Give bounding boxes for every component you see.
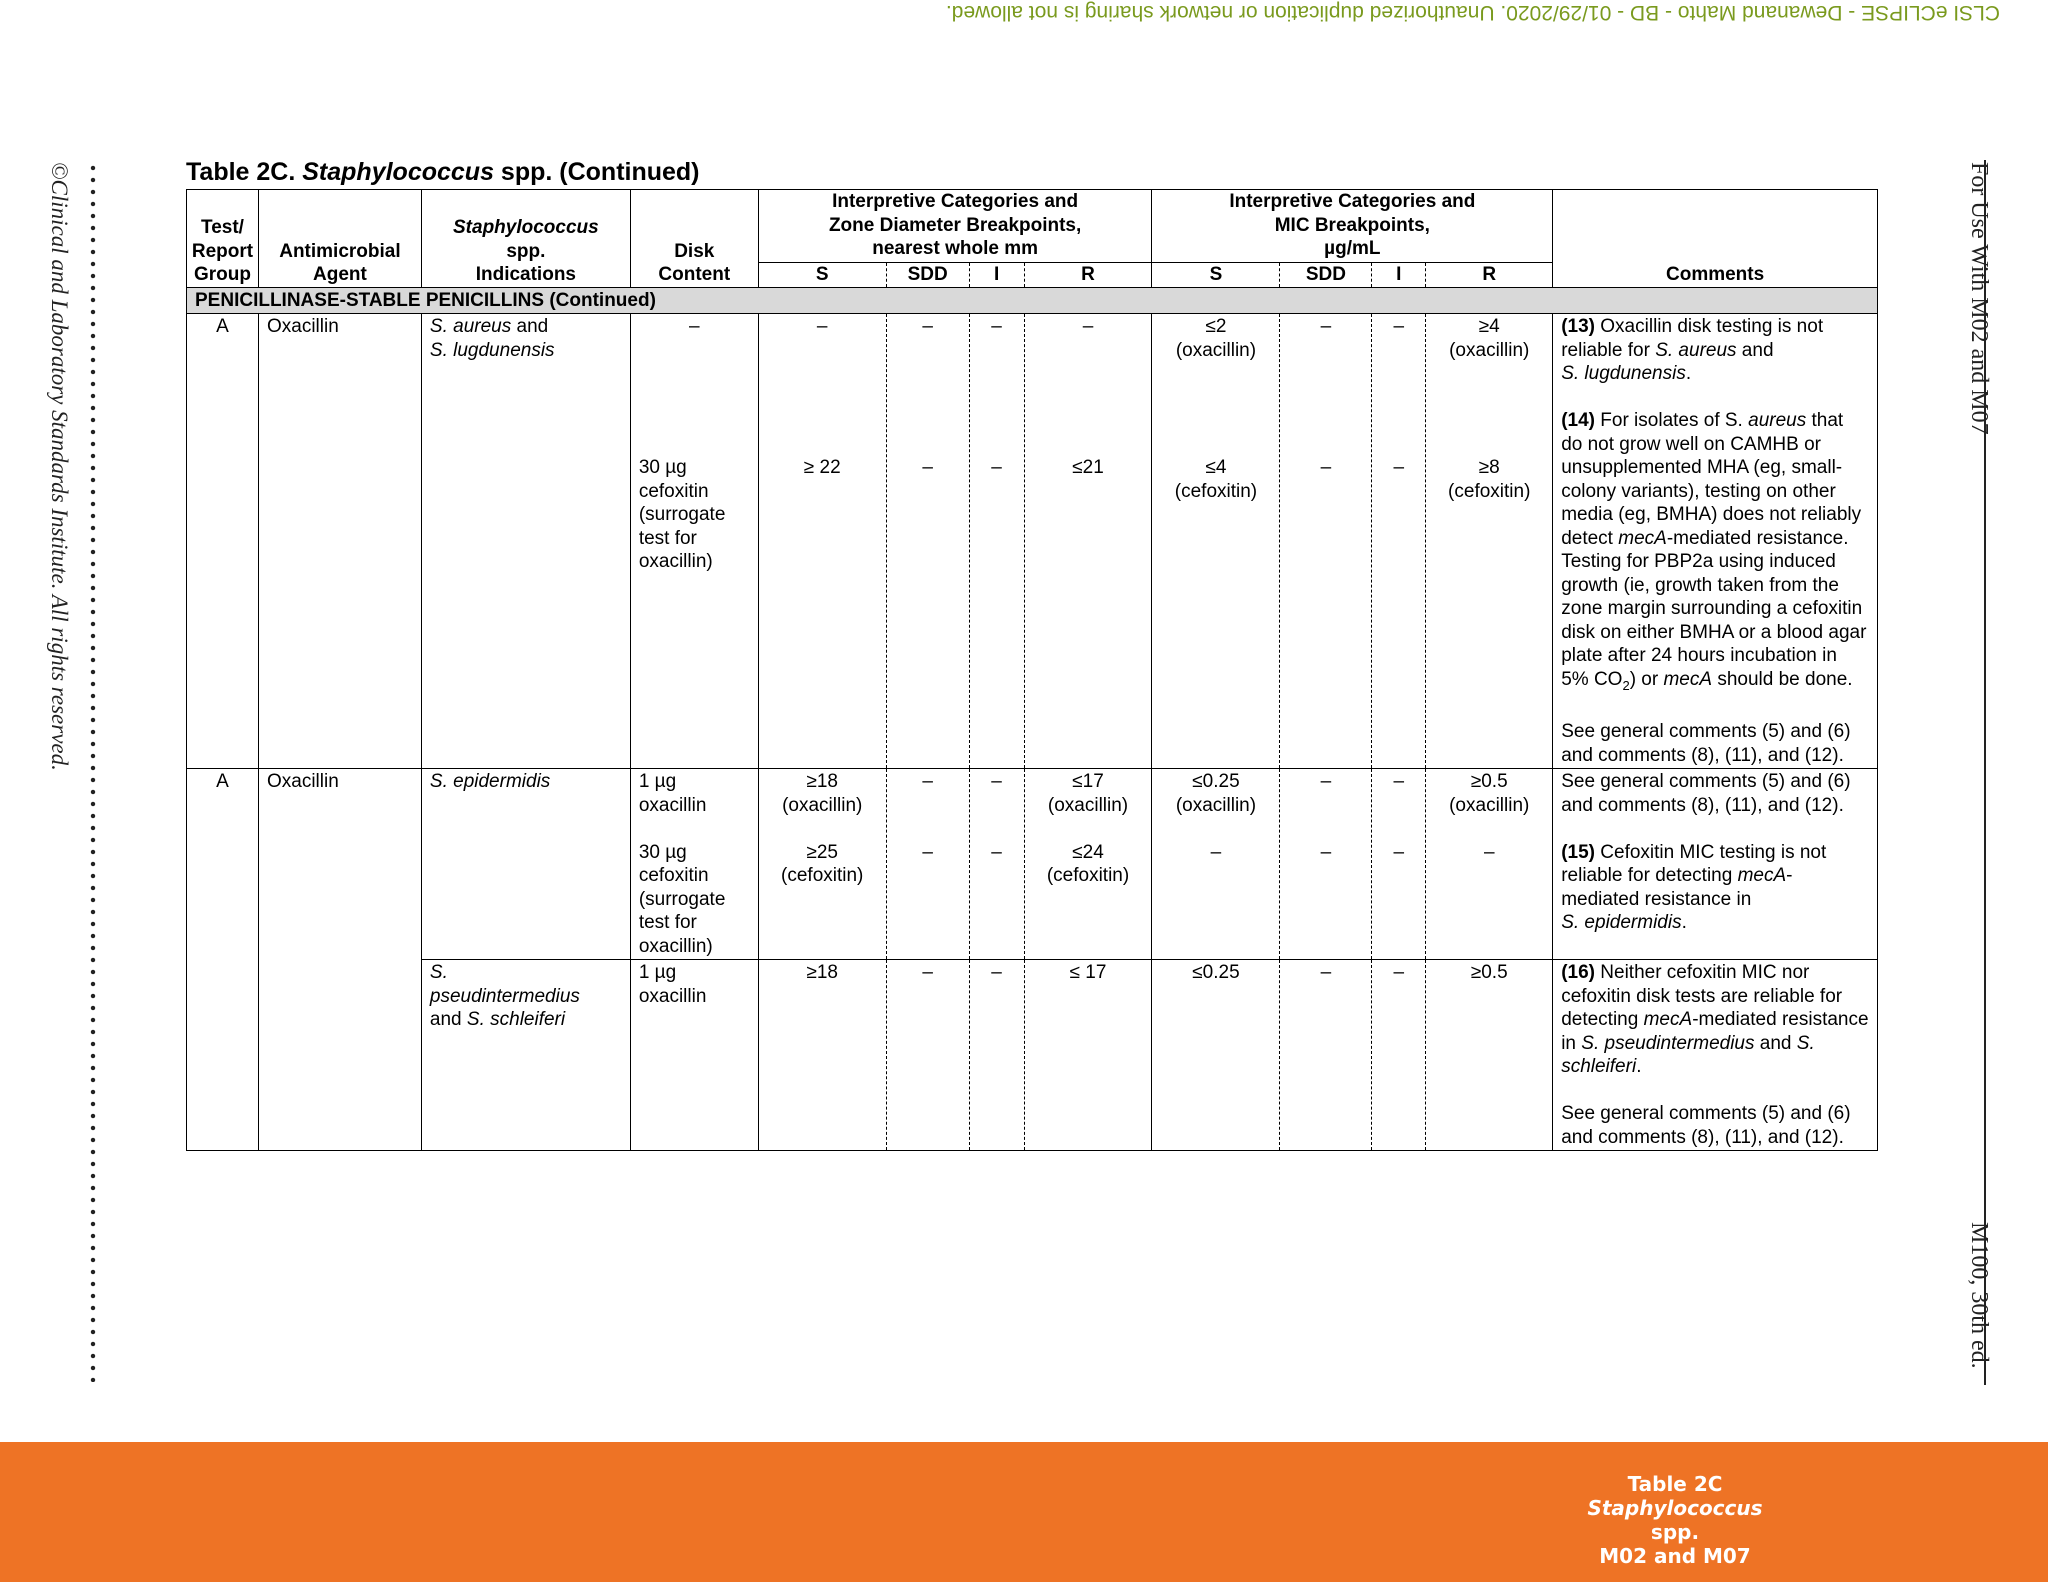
header-disk-content: Disk Content: [630, 190, 758, 288]
mic-r-cell: ≥0.5: [1426, 960, 1553, 1151]
header-comments: Comments: [1553, 190, 1878, 288]
header-zone-i: I: [969, 263, 1024, 288]
footer-line-2: Staphylococcus spp.: [1587, 1496, 1763, 1544]
header-zone-s: S: [758, 263, 886, 288]
title-suffix: spp. (Continued): [493, 158, 700, 186]
header-row-1: [187, 190, 1878, 263]
header-mic-group: Interpretive Categories and MIC Breakpoints, µg/mL: [1152, 190, 1553, 263]
dotted-rule: [90, 162, 96, 1382]
mic-s-cell: ≤0.25: [1152, 960, 1280, 1151]
zone-s-cell: ≥18: [758, 960, 886, 1151]
header-indications: Staphylococcus spp. Indications: [421, 190, 630, 288]
disk-content-cell: 1 µg oxacillin 30 µg cefoxitin (surrogate test for oxacillin): [630, 769, 758, 960]
zone-i-cell: – –: [969, 314, 1024, 769]
zone-s-cell: – ≥ 22: [758, 314, 886, 769]
mic-r-cell: ≥0.5 (oxacillin) –: [1426, 769, 1553, 960]
zone-i-cell: – –: [969, 769, 1024, 960]
group-cell: A: [187, 314, 259, 769]
mic-s-cell: ≤0.25 (oxacillin) –: [1152, 769, 1280, 960]
zone-r-cell: – ≤21: [1024, 314, 1152, 769]
header-zone-r: R: [1024, 263, 1152, 288]
header-mic-i: I: [1372, 263, 1426, 288]
zone-i-cell: –: [969, 960, 1024, 1151]
indications-cell: S. pseudintermedius and S. schleiferi: [421, 960, 630, 1151]
header-mic-s: S: [1152, 263, 1280, 288]
header-antimicrobial-agent: Antimicrobial Agent: [258, 190, 421, 288]
mic-i-cell: – –: [1372, 314, 1426, 769]
comments-cell: (13) Oxacillin disk testing is not reliable for S. aureus and S. lugdunensis. (14) For isolates of S. aureus that do not grow well on CAMHB or unsupplemented MHA (eg, small-colony variants), testing on other media (eg, BMHA) does not reliably detect mecA-mediated resistance. Testing for PBP2a using induced growth (ie, growth taken from the zone margin surrounding a cefoxitin disk on either BMHA or a blood agar plate after 24 hours incubation in 5% $CO_2$) or mecA should be done. See general comments (5) and (6) and comments (8), (11), and (12).: [1553, 314, 1878, 769]
header-mic-sdd: SDD: [1280, 263, 1372, 288]
copyright-text: ©Clinical and Laboratory Standards Institute. All rights reserved.: [47, 162, 72, 771]
mic-sdd-cell: – –: [1280, 769, 1372, 960]
zone-s-cell: ≥18 (oxacillin) ≥25 (cefoxitin): [758, 769, 886, 960]
agent-cell: Oxacillin: [258, 769, 421, 1151]
header-test-report-group: Test/ Report Group: [187, 190, 259, 288]
watermark-text: CLSI eCLIPSE - Dewanand Mahto - BD - 01/29/2020. Unauthorized duplication or network sharing is not allowed.: [945, 1, 2000, 24]
zone-sdd-cell: –: [886, 960, 969, 1151]
header-zone-sdd: SDD: [886, 263, 969, 288]
header-mic-r: R: [1426, 263, 1553, 288]
table-row: [187, 960, 1878, 1151]
footer-line-3: M02 and M07: [1599, 1544, 1751, 1568]
table-title: [186, 158, 700, 187]
footer-label: [1570, 1472, 1780, 1568]
mic-sdd-cell: –: [1280, 960, 1372, 1151]
group-cell: A: [187, 769, 259, 1151]
zone-r-cell: ≤17 (oxacillin) ≤24 (cefoxitin): [1024, 769, 1152, 960]
right-margin-bottom-text: M100, 30th ed.: [1966, 1222, 1992, 1369]
zone-r-cell: ≤ 17: [1024, 960, 1152, 1151]
comments-cell: See general comments (5) and (6) and comments (8), (11), and (12). (15) Cefoxitin MIC testing is not reliable for detecting mecA-mediated resistance in S. epidermidis.: [1553, 769, 1878, 960]
right-margin: [1950, 160, 1992, 1385]
mic-i-cell: – –: [1372, 769, 1426, 960]
mic-r-cell: ≥4 (oxacillin) ≥8 (cefoxitin): [1426, 314, 1553, 769]
zone-sdd-cell: – –: [886, 314, 969, 769]
left-margin: [28, 162, 84, 1382]
disk-content-cell: – 30 µg cefoxitin (surrogate test for oxacillin): [630, 314, 758, 769]
table-row: [187, 769, 1878, 960]
agent-cell: Oxacillin: [258, 314, 421, 769]
mic-i-cell: –: [1372, 960, 1426, 1151]
footer-band: [0, 1442, 2048, 1582]
breakpoint-table: [186, 189, 1878, 1151]
section-heading: PENICILLINASE-STABLE PENICILLINS (Continued): [187, 287, 1878, 314]
indications-cell: S. aureus and S. lugdunensis: [421, 314, 630, 769]
table-row: [187, 314, 1878, 769]
title-organism: Staphylococcus: [302, 158, 494, 186]
title-prefix: Table 2C.: [186, 158, 303, 186]
header-zone-group: Interpretive Categories and Zone Diameter Breakpoints, nearest whole mm: [758, 190, 1152, 263]
mic-s-cell: ≤2 (oxacillin) ≤4 (cefoxitin): [1152, 314, 1280, 769]
footer-line-1: Table 2C: [1627, 1472, 1723, 1496]
mic-sdd-cell: – –: [1280, 314, 1372, 769]
right-margin-top-text: For Use With M02 and M07: [1966, 162, 1992, 435]
section-row: [187, 287, 1878, 314]
zone-sdd-cell: – –: [886, 769, 969, 960]
indications-cell: S. epidermidis: [421, 769, 630, 960]
disk-content-cell: 1 µg oxacillin: [630, 960, 758, 1151]
comments-cell: (16) Neither cefoxitin MIC nor cefoxitin disk tests are reliable for detecting mecA-mediated resistance in S. pseudintermedius and S. schleiferi. See general comments (5) and (6) and comments (8), (11), and (12).: [1553, 960, 1878, 1151]
